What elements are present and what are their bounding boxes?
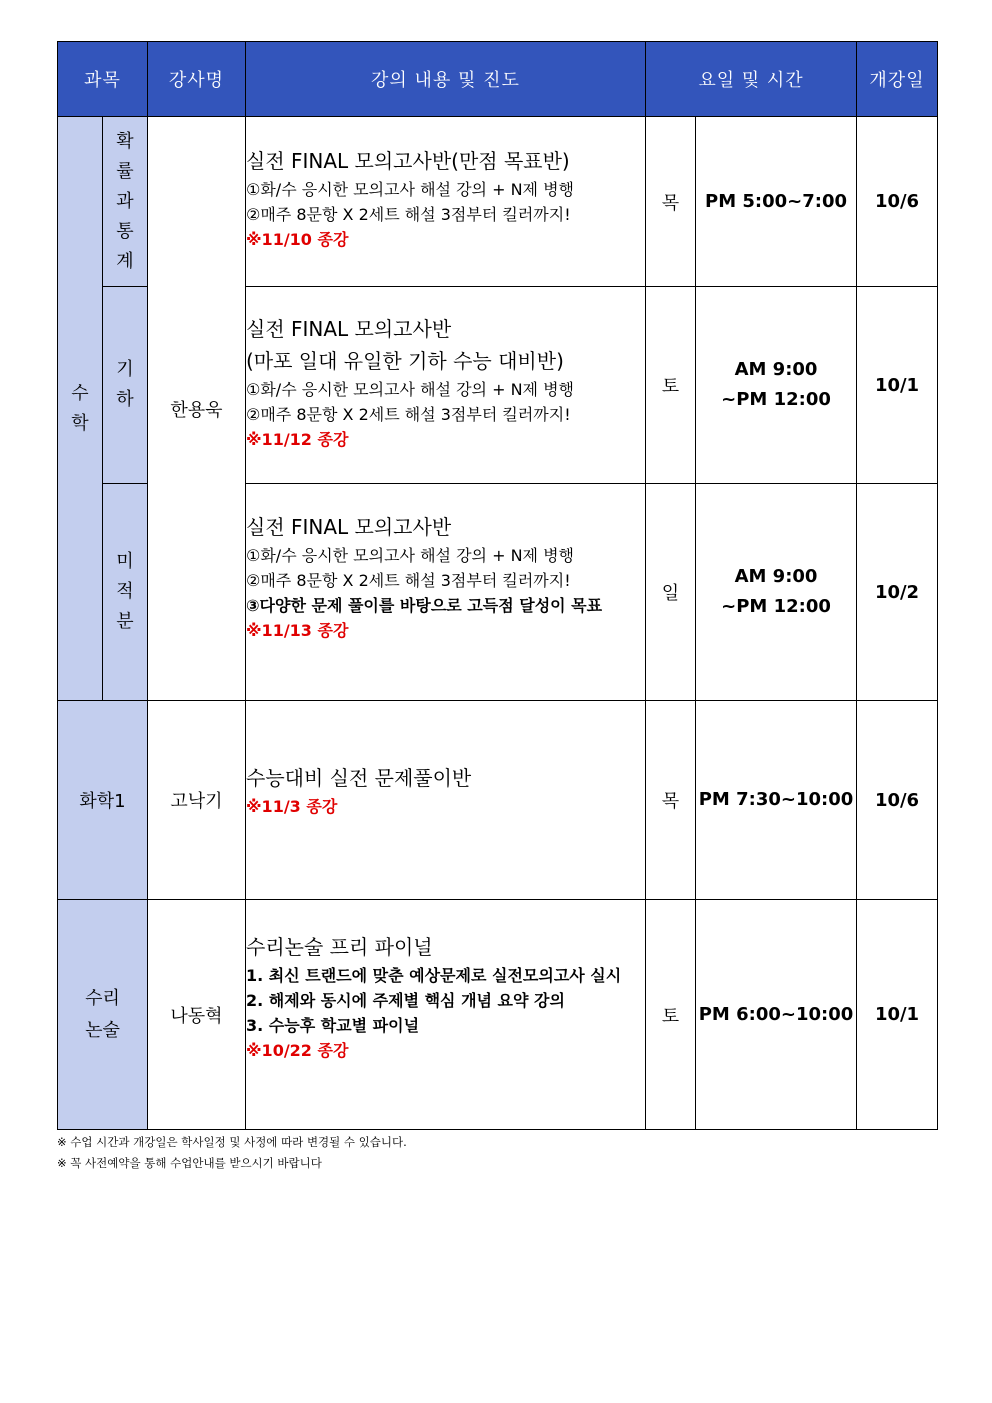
course-detail: ②매주 8문항 X 2세트 해설 3점부터 킬러까지!	[246, 405, 571, 424]
time-cell: PM 6:00~10:00	[696, 900, 857, 1130]
footnote: ※ 수업 시간과 개강일은 학사일정 및 사정에 따라 변경될 수 있습니다.	[57, 1135, 407, 1149]
end-date: ※11/13 종강	[246, 621, 349, 640]
subject-math-essay: 수리 논술	[58, 900, 148, 1130]
teacher-name: 한용욱	[148, 117, 246, 701]
time-cell: PM 5:00~7:00	[696, 117, 857, 287]
course-title: 실전 FINAL 모의고사반	[246, 317, 452, 341]
footnote: ※ 꼭 사전예약을 통해 수업안내를 받으시기 바랍니다	[57, 1156, 322, 1170]
course-detail: 1. 최신 트랜드에 맞춘 예상문제로 실전모의고사 실시	[246, 966, 622, 985]
course-title: 수능대비 실전 문제풀이반	[246, 765, 472, 790]
header-subject: 과목	[58, 42, 148, 117]
end-date: ※11/10 종강	[246, 230, 349, 249]
subcategory-calculus: 미적분	[103, 484, 148, 701]
header-start: 개강일	[857, 42, 938, 117]
subject-math: 수학	[58, 117, 103, 701]
start-date: 10/1	[857, 287, 938, 484]
course-detail: ①화/수 응시한 모의고사 해설 강의 + N제 병행	[246, 380, 575, 399]
time-start: AM 9:00	[734, 359, 818, 380]
teacher-name: 나동혁	[148, 900, 246, 1130]
subcategory-probability: 확률과통계	[103, 117, 148, 287]
header-schedule: 요일 및 시간	[646, 42, 857, 117]
course-title: 실전 FINAL 모의고사반	[246, 515, 452, 539]
day-cell: 토	[646, 287, 696, 484]
time-start: AM 9:00	[734, 566, 818, 587]
course-subtitle: (마포 일대 유일한 기하 수능 대비반)	[246, 349, 564, 373]
course-title: 실전 FINAL 모의고사반(만점 목표반)	[246, 149, 570, 173]
course-content	[246, 701, 646, 900]
day-cell: 목	[646, 701, 696, 900]
subject-chemistry: 화학1	[58, 701, 148, 900]
header-row	[58, 42, 938, 117]
time-cell	[696, 287, 857, 484]
end-date: ※11/3 종강	[246, 796, 338, 816]
subcategory-geometry: 기하	[103, 287, 148, 484]
time-end: ~PM 12:00	[721, 596, 831, 617]
time-cell	[696, 484, 857, 701]
start-date: 10/1	[857, 900, 938, 1130]
table-row	[58, 117, 938, 287]
course-detail: ②매주 8문항 X 2세트 해설 3점부터 킬러까지!	[246, 205, 571, 224]
day-cell: 일	[646, 484, 696, 701]
start-date: 10/6	[857, 117, 938, 287]
footnotes	[57, 1132, 407, 1174]
course-detail: ③다양한 문제 풀이를 바탕으로 고득점 달성이 목표	[246, 596, 603, 615]
start-date: 10/6	[857, 701, 938, 900]
header-teacher: 강사명	[148, 42, 246, 117]
course-detail: 3. 수능후 학교별 파이널	[246, 1016, 420, 1035]
course-content	[246, 287, 646, 484]
day-cell: 목	[646, 117, 696, 287]
course-content	[246, 117, 646, 287]
course-title: 수리논술 프리 파이널	[246, 935, 433, 959]
time-cell: PM 7:30~10:00	[696, 701, 857, 900]
table-row	[58, 701, 938, 900]
course-detail: ①화/수 응시한 모의고사 해설 강의 + N제 병행	[246, 180, 575, 199]
header-content: 강의 내용 및 진도	[246, 42, 646, 117]
teacher-name: 고낙기	[148, 701, 246, 900]
end-date: ※11/12 종강	[246, 430, 349, 449]
course-detail: ①화/수 응시한 모의고사 해설 강의 + N제 병행	[246, 546, 575, 565]
time-end: ~PM 12:00	[721, 389, 831, 410]
day-cell: 토	[646, 900, 696, 1130]
end-date: ※10/22 종강	[246, 1041, 349, 1060]
table-row	[58, 900, 938, 1130]
course-detail: ②매주 8문항 X 2세트 해설 3점부터 킬러까지!	[246, 571, 571, 590]
course-content	[246, 900, 646, 1130]
schedule-table	[57, 41, 938, 1130]
course-detail: 2. 해제와 동시에 주제별 핵심 개념 요약 강의	[246, 991, 565, 1010]
course-content	[246, 484, 646, 701]
start-date: 10/2	[857, 484, 938, 701]
